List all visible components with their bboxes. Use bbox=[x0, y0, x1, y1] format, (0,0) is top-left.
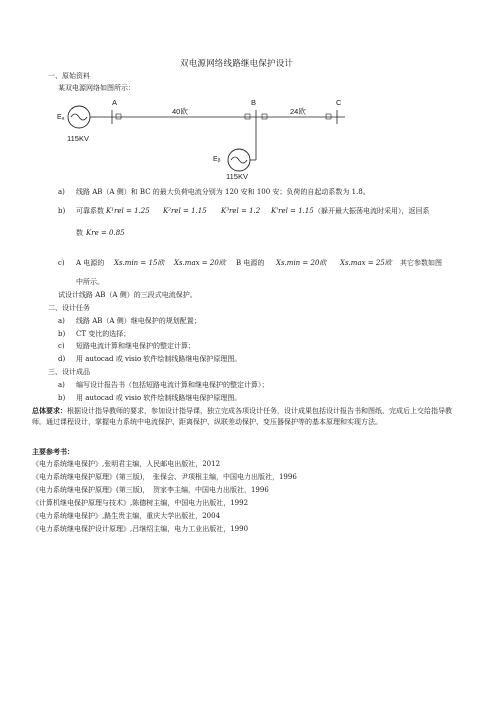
requirements-paragraph bbox=[32, 405, 464, 428]
breaker-b-right-icon bbox=[262, 114, 267, 119]
item-c-prefix: A 电源的 bbox=[76, 259, 105, 267]
source-b-wave-icon bbox=[231, 157, 247, 163]
s3-item-text: 编写设计报告书（包括短路电流计算和继电保护的整定计算）； bbox=[76, 381, 269, 389]
item-b-continuation: 数 bbox=[76, 229, 83, 237]
node-c-label: C bbox=[336, 98, 342, 107]
breaker-a-icon bbox=[116, 114, 121, 119]
s2-item-label: a) bbox=[58, 317, 65, 325]
s2-item-text: 短路电流计算和继电保护的整定计算； bbox=[76, 342, 195, 350]
item-c-mid: B 电源的 bbox=[236, 259, 265, 267]
requirements-label: 总体要求： bbox=[32, 406, 67, 415]
item-c-x3: Xs.min = 20欧 bbox=[276, 259, 327, 267]
s2-item-label: b) bbox=[58, 330, 66, 338]
reference-item: 《电力系统继电保护》,路生贵主编，重庆大学出版社，2004 bbox=[32, 512, 221, 520]
item-b-k4: K'rel = 1.15 bbox=[271, 207, 314, 215]
item-c-x4: Xs.max = 25欧 bbox=[340, 259, 392, 267]
item-a-label: a) bbox=[58, 188, 65, 196]
source-a-voltage: 115KV bbox=[67, 134, 89, 143]
section-1-intro: 某双电源网络如图所示： bbox=[58, 84, 135, 92]
item-b-k3: K³rel = 1.2 bbox=[221, 207, 261, 215]
breaker-c-icon bbox=[326, 114, 331, 119]
reference-item: 《电力系统继电保护原理》(第三版)， 张保会、尹项根主编，中国电力出版社，1996 bbox=[32, 473, 297, 481]
item-c-x2: Xs.max = 20欧 bbox=[174, 259, 226, 267]
page-title: 双电源网络线路继电保护设计 bbox=[180, 59, 294, 69]
item-b-kre: Kre = 0.85 bbox=[86, 229, 125, 237]
item-b-k2: K²rel = 1.15 bbox=[163, 207, 207, 215]
node-b-label: B bbox=[251, 98, 257, 107]
item-a-text: 线路 AB（A 侧）和 BC 的最大负荷电流分别为 120 安和 100 安；负荷的自起动系数为 1.8。 bbox=[76, 188, 370, 196]
source-b-voltage: 115KV bbox=[226, 172, 248, 181]
reference-item: 《电力系统继电保护》,张明君主编，人民邮电出版社，2012 bbox=[32, 460, 221, 468]
requirements-text: 根据设计指导教师的要求，参加设计指导课，独立完成各项设计任务，设计成果包括设计报告书和图纸，完成后上交给指导教师。通过课程设计，掌握电力系统中电流保护、距离保护、纵联差动保护、变压器保护等的基本原理和实现方法。 bbox=[32, 407, 452, 426]
s2-item-label: c) bbox=[58, 342, 65, 350]
references-heading: 主要参考书： bbox=[32, 447, 74, 456]
task-intro: 试设计线路 AB（A 侧）的三段式电流保护。 bbox=[58, 291, 197, 299]
s2-item-text: 线路 AB（A 侧）继电保护的规划配置； bbox=[76, 317, 201, 325]
line-ab-impedance: 40欧 bbox=[172, 107, 188, 116]
reference-item: 《电力系统继电保护原理》(第三版)， 贺家李主编，中国电力出版社，1996 bbox=[32, 486, 269, 494]
source-a-wave-icon bbox=[71, 114, 87, 120]
section-1-heading: 一、原始资料 bbox=[48, 72, 90, 80]
node-a-label: A bbox=[112, 98, 118, 107]
item-c-x1: Xs.min = 15欧 bbox=[114, 259, 165, 267]
item-c-continuation: 中所示。 bbox=[76, 278, 104, 286]
item-c-post: 其它参数如图 bbox=[400, 259, 442, 267]
s2-item-text: 用 autocad 或 visio 软件绘制线路继电保护原理图。 bbox=[76, 355, 242, 363]
s3-item-label: a) bbox=[58, 381, 65, 389]
s2-item-label: d) bbox=[58, 355, 66, 363]
item-b-k1: K¹rel = 1.25 bbox=[106, 207, 150, 215]
reference-item: 《计算机继电保护原理与技术》,陈德树主编，中国电力出版社，1992 bbox=[32, 499, 249, 507]
source-a-label: Eₐ bbox=[57, 114, 65, 121]
line-bc-impedance: 24欧 bbox=[290, 107, 306, 116]
s2-item-text: CT 变比的选择； bbox=[76, 330, 131, 338]
section-3-heading: 三、设计成品 bbox=[48, 368, 90, 376]
item-b-note: （躲开最大振荡电流时采用），返回系 bbox=[314, 207, 430, 215]
item-b-label: b) bbox=[58, 207, 66, 215]
source-b-label: Eᵦ bbox=[213, 156, 221, 163]
item-c-label: c) bbox=[58, 259, 65, 267]
s3-item-text: 用 autocad 或 visio 软件绘制线路继电保护原理图。 bbox=[76, 394, 242, 402]
s3-item-label: b) bbox=[58, 394, 66, 402]
item-b-prefix: 可靠系数 bbox=[76, 207, 104, 215]
section-2-heading: 二、设计任务 bbox=[48, 304, 90, 312]
reference-item: 《电力系统继电保护设计原理》,吕继绍主编，电力工业出版社，1990 bbox=[32, 525, 249, 533]
breaker-b-left-icon bbox=[245, 114, 250, 119]
